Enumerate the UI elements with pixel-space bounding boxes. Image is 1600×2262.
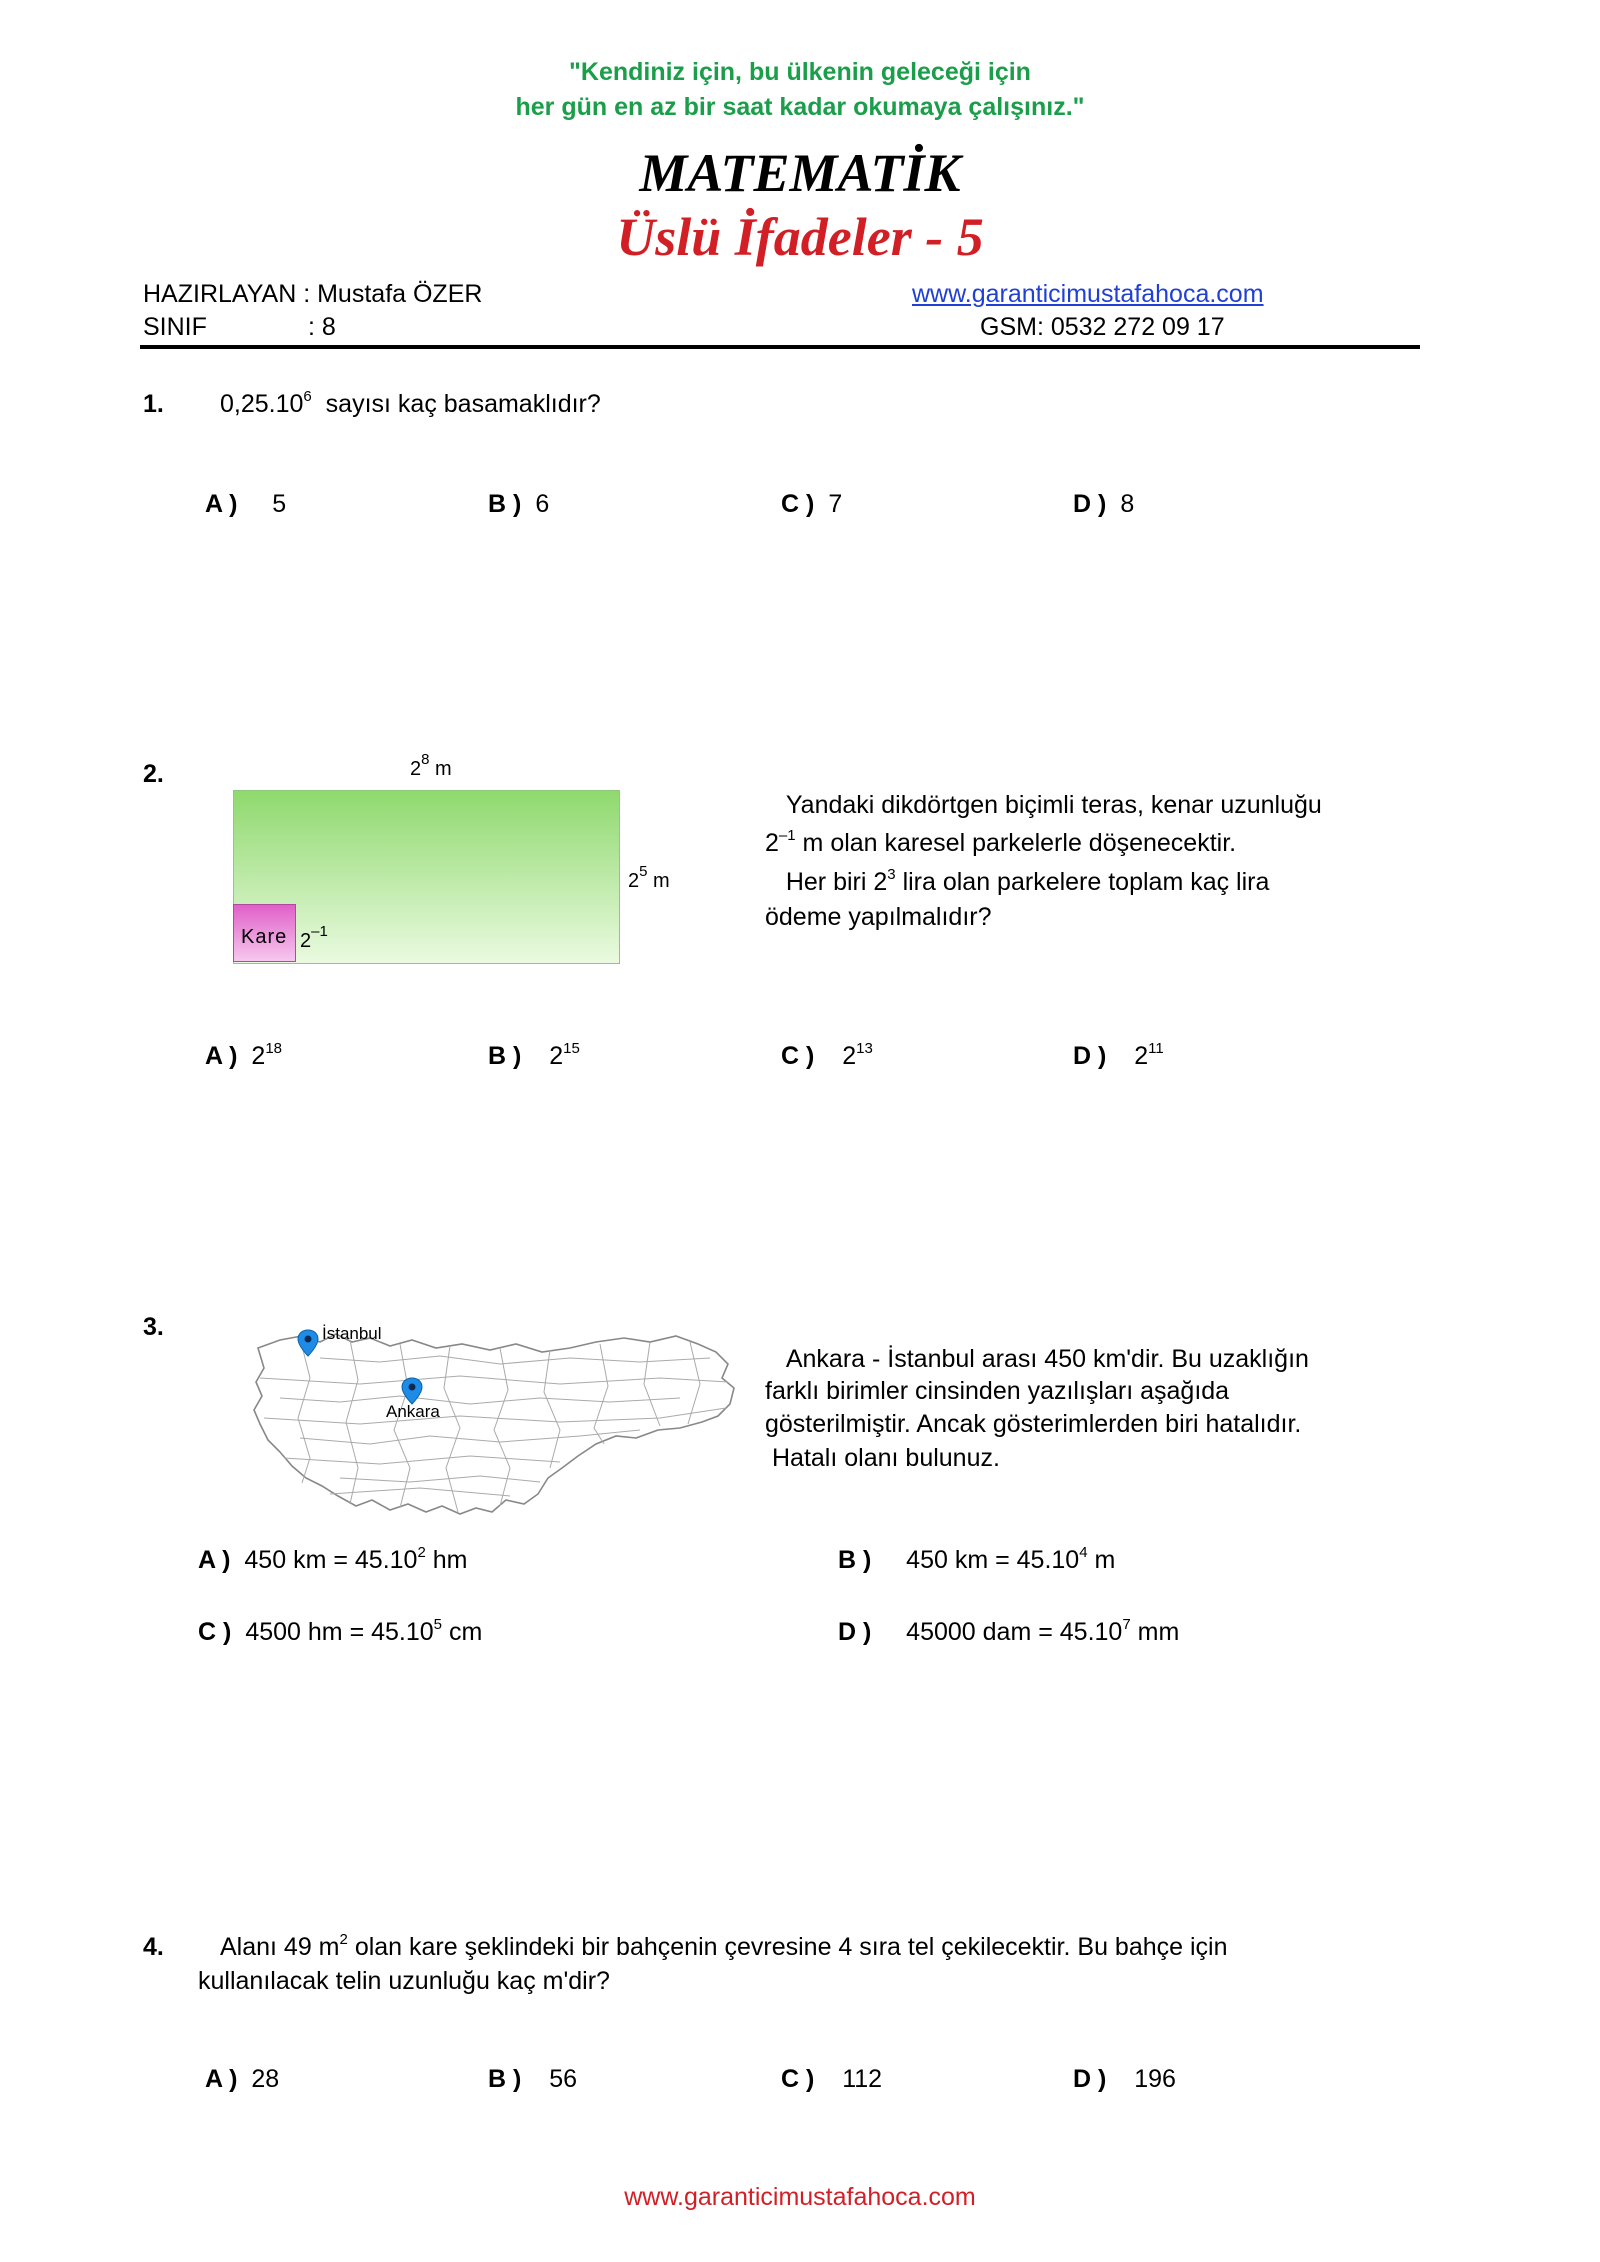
author-label: HAZIRLAYAN : Mustafa ÖZER [143, 280, 483, 308]
q2-text-line-3: Her biri $2^3$ lira olan parkelere toplam kaç lira [785, 866, 1270, 896]
q3-text-line-1: Ankara - İstanbul arası 450 km'dir. Bu uzaklığın [785, 1345, 1309, 1373]
q1-text: 0,25.10$^6$ sayısı kaç basamaklıdır? [220, 388, 601, 418]
website-link[interactable]: www.garanticimustafahoca.com [912, 280, 1264, 308]
topic-title: Üslü İfadeler - 5 [616, 207, 984, 267]
q3-text-line-3: gösterilmiştir. Ancak gösterimlerden biri hatalıdır. [765, 1410, 1302, 1438]
q2-option-d[interactable]: D ) $2^{11}$ [1073, 1040, 1164, 1070]
q3-number: 3. [143, 1313, 164, 1341]
map-label-istanbul: İstanbul [322, 1324, 382, 1343]
q1-option-b[interactable]: B ) 6 [488, 490, 550, 518]
turkey-map [240, 1318, 740, 1533]
terrace-width-label: $2^8$ m [410, 751, 452, 780]
q3-text-line-2: farklı birimler cinsinden yazılışları aşağıda [765, 1377, 1230, 1405]
q3-option-d[interactable]: D ) 45000 dam = $45.10^7$ mm [838, 1616, 1180, 1646]
q2-text-line-4: ödeme yapılmalıdır? [765, 903, 992, 931]
parquet-label: Kare [241, 926, 288, 948]
q1-exponent: 6 [303, 388, 312, 405]
gsm-number: GSM: 0532 272 09 17 [980, 313, 1225, 341]
q3-option-c[interactable]: C ) 4500 hm = $45.10^5$ cm [198, 1616, 483, 1646]
terrace-height-label: $2^5$ m [628, 863, 670, 892]
q1-number: 1. [143, 390, 164, 418]
q1-option-c[interactable]: C ) 7 [781, 490, 843, 518]
subject-title: MATEMATİK [639, 143, 961, 203]
q3-option-a[interactable]: A ) 450 km = $45.10^2$ hm [198, 1544, 468, 1574]
q3-option-b[interactable]: B ) 450 km = $45.10^4$ m [838, 1544, 1116, 1574]
quote-line-1: "Kendiniz için, bu ülkenin geleceği için [569, 58, 1031, 86]
header-rule [140, 345, 1420, 349]
class-value: : 8 [308, 313, 336, 341]
q4-text-line-2: kullanılacak telin uzunluğu kaç m'dir? [198, 1967, 610, 1995]
q4-option-b[interactable]: B ) 56 [488, 2065, 578, 2093]
map-label-ankara: Ankara [386, 1402, 440, 1421]
q1-option-a[interactable]: A ) 5 [205, 490, 287, 518]
q2-option-b[interactable]: B ) $2^{15}$ [488, 1040, 580, 1070]
q4-option-d[interactable]: D ) 196 [1073, 2065, 1176, 2093]
parquet-size-label: $2^{-1}$ [300, 923, 328, 952]
q2-option-a[interactable]: A ) $2^{18}$ [205, 1040, 282, 1070]
q1-option-d[interactable]: D ) 8 [1073, 490, 1135, 518]
q4-option-c[interactable]: C ) 112 [781, 2065, 883, 2093]
class-label: SINIF [143, 313, 207, 341]
q4-text-line-1: Alanı 49 $m^2$ olan kare şeklindeki bir bahçenin çevresine 4 sıra tel çekilecektir. Bu bahçe için [220, 1931, 1228, 1961]
q4-option-a[interactable]: A ) 28 [205, 2065, 280, 2093]
q2-text-line-2: $2^{-1}$ m olan karesel parkelerle döşenecektir. [765, 827, 1237, 857]
q2-option-c[interactable]: C ) $2^{13}$ [781, 1040, 873, 1070]
quote-line-2: her gün en az bir saat kadar okumaya çalışınız." [515, 93, 1085, 121]
footer-website[interactable]: www.garanticimustafahoca.com [624, 2183, 976, 2211]
q3-text-line-4: Hatalı olanı bulunuz. [772, 1444, 1000, 1472]
q2-number: 2. [143, 760, 164, 788]
q2-text-line-1: Yandaki dikdörtgen biçimli teras, kenar uzunluğu [785, 791, 1322, 819]
q4-number: 4. [143, 1933, 164, 1961]
